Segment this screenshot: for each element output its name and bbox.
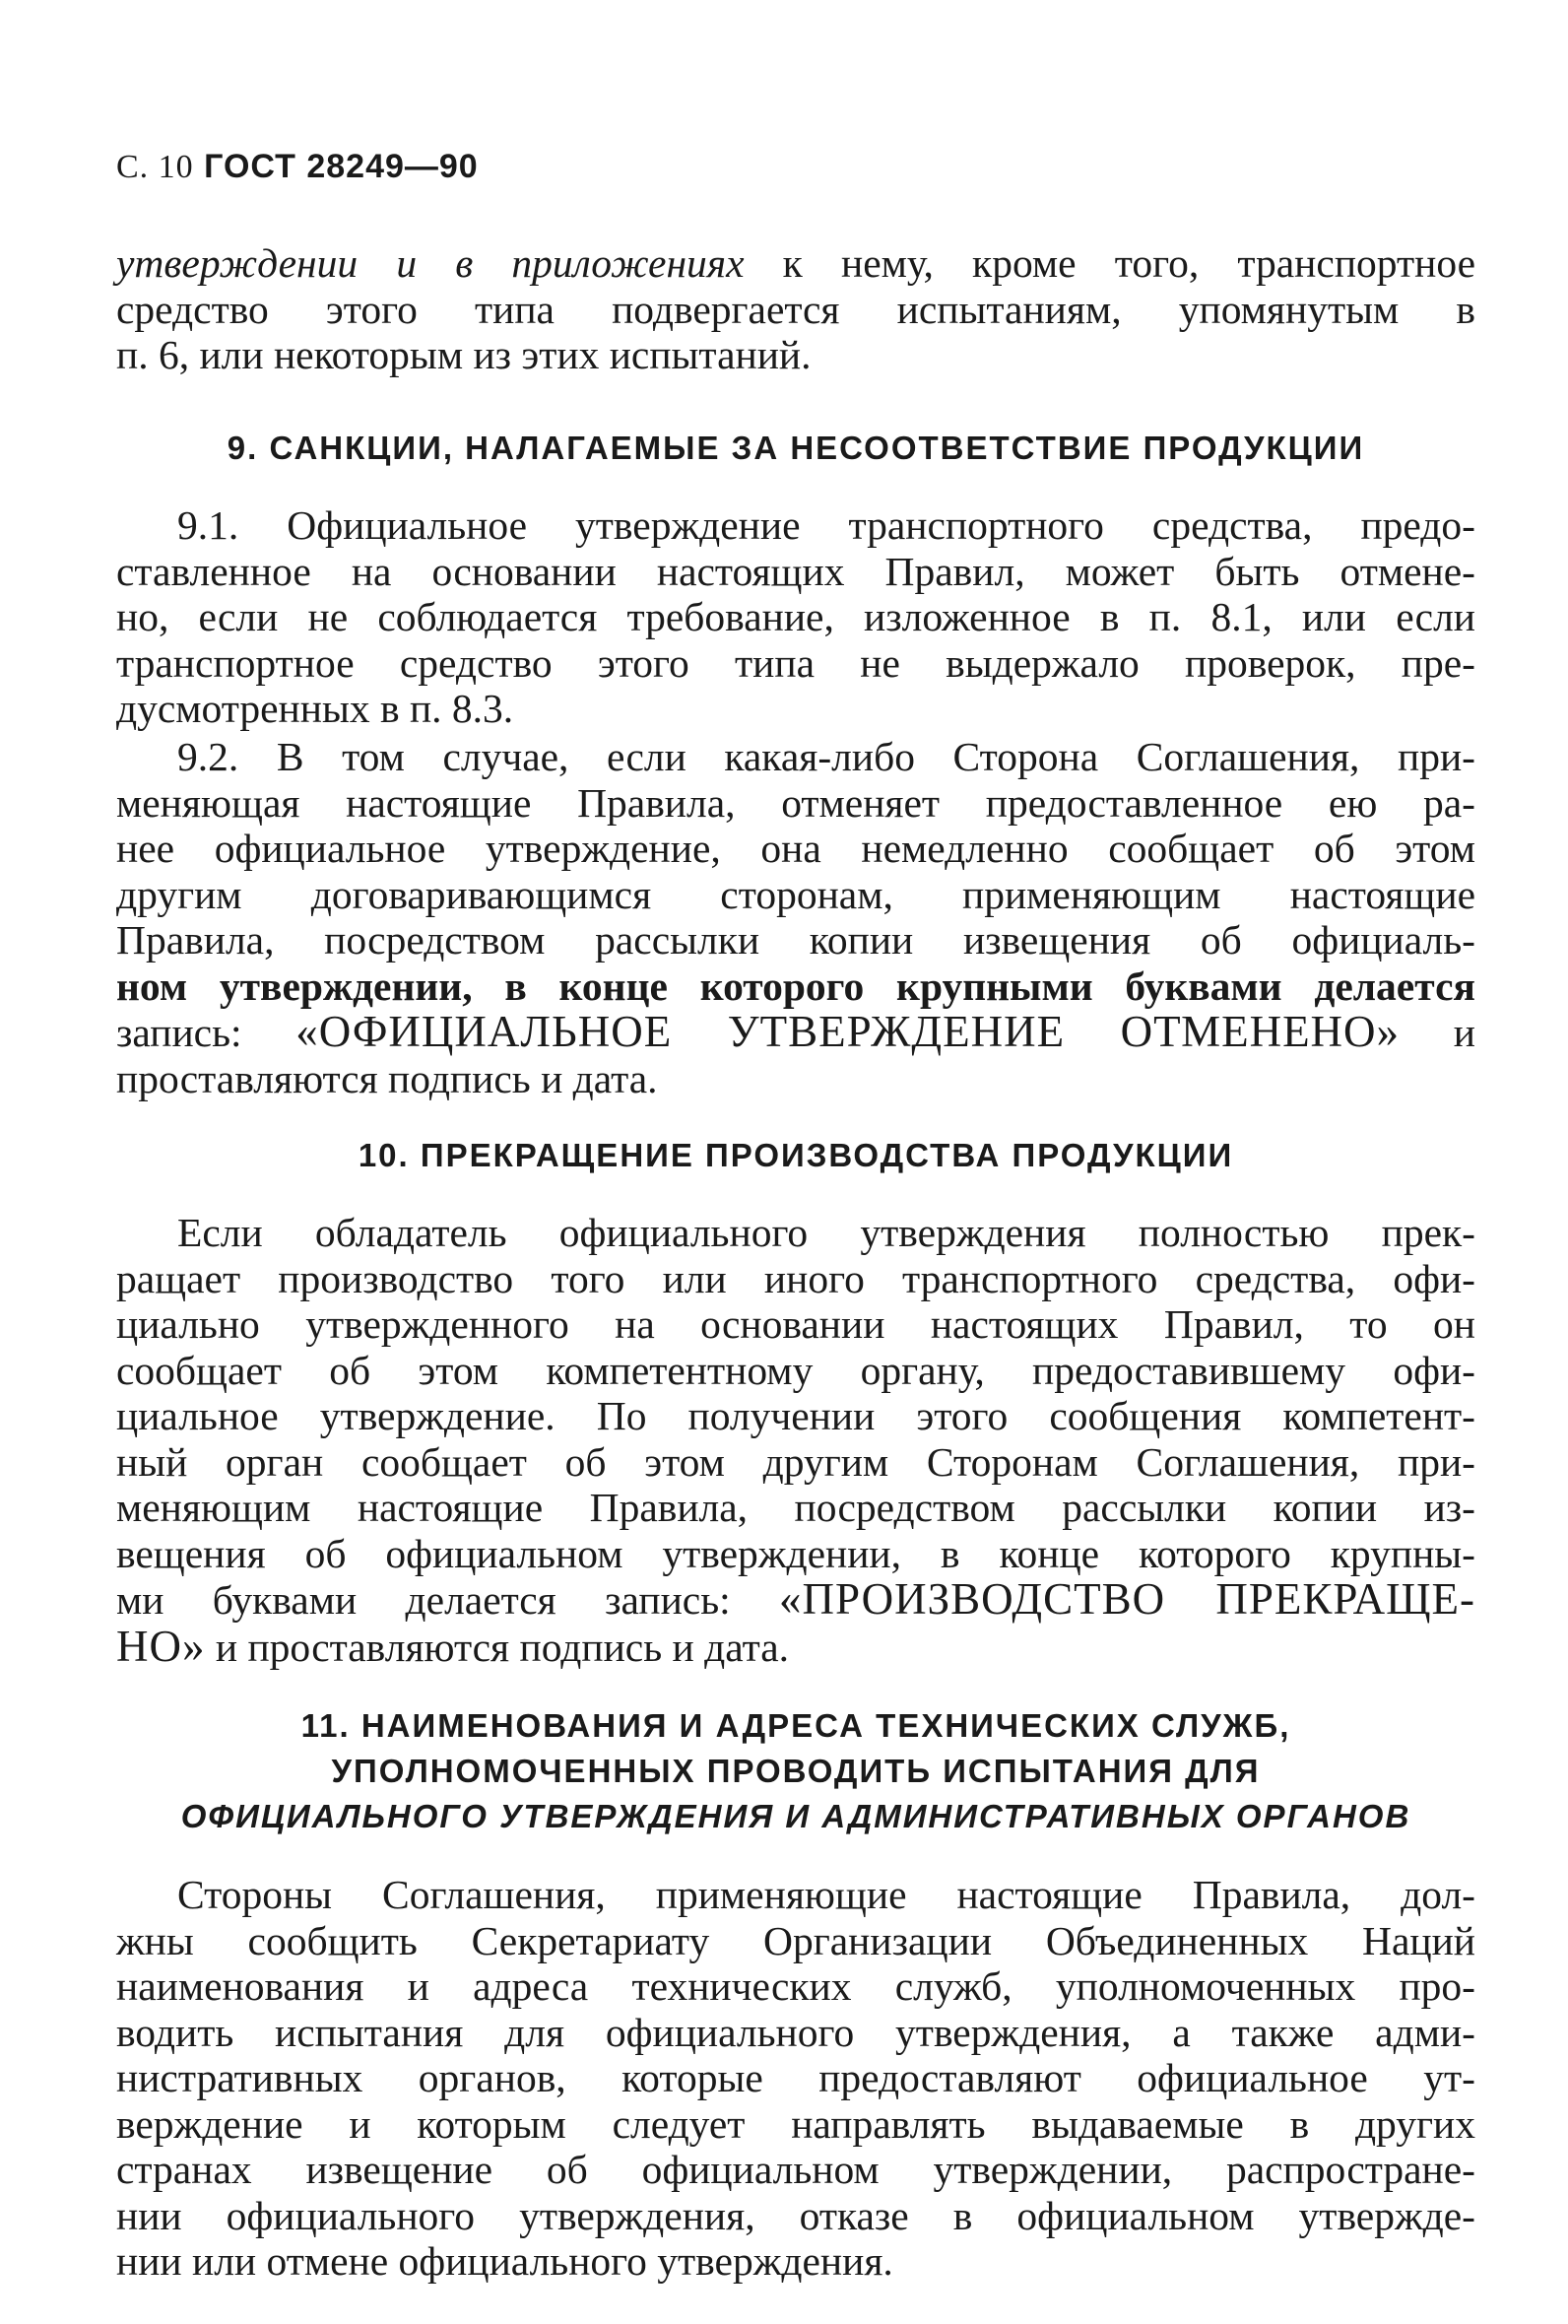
text-fragment: и <box>1453 1010 1475 1055</box>
caps-notice: «ОФИЦИАЛЬНОЕ УТВЕРЖДЕНИЕ ОТМЕНЕНО» <box>295 1007 1401 1056</box>
section-11-title-line: УПОЛНОМОЧЕННЫХ ПРОВОДИТЬ ИСПЫТАНИЯ ДЛЯ <box>331 1753 1261 1789</box>
text-line: меняющим настоящие Правила, посредством рассылки копии из- <box>116 1485 1475 1530</box>
text-line: другим договаривающимся сторонам, применяющим настоящие <box>116 871 1475 917</box>
text-line: нистративных органов, которые предоставляют официальное ут- <box>116 2055 1475 2100</box>
text-line: ный орган сообщает об этом другим Сторонам Соглашения, при- <box>116 1438 1475 1485</box>
text-line: Если обладатель официального утверждения полностью прек- <box>177 1210 1475 1255</box>
text-line: ном утверждении, в конце которого крупными буквами делается <box>116 963 1475 1009</box>
text-line: нии или отмене официального утверждения. <box>116 2238 893 2284</box>
text-line: ставленное на основании настоящих Правил, может быть отмене- <box>116 548 1475 594</box>
text-line: странах извещение об официальном утверждении, распростране- <box>116 2147 1475 2192</box>
text-line: циально утвержденного на основании настоящих Правил, то он <box>116 1301 1475 1347</box>
text-line: сообщает об этом компетентному органу, предоставившему офи- <box>116 1347 1475 1393</box>
text-line: жны сообщить Секретариату Организации Объединенных Наций <box>116 1917 1475 1963</box>
paragraph-11 <box>116 1872 1475 2285</box>
text-line: циальное утверждение. По получении этого сообщения компетент- <box>116 1393 1475 1438</box>
section-11-title-line: ОФИЦИАЛЬНОГО УТВЕРЖДЕНИЯ И АДМИНИСТРАТИВНЫХ ОРГАНОВ <box>180 1798 1411 1834</box>
text-fragment: ми буквами делается запись: <box>116 1577 731 1623</box>
italic-text: утверждении и в приложениях <box>116 240 745 286</box>
text-line: дусмотренных в п. 8.3. <box>116 686 514 731</box>
paragraph-9-1 <box>116 502 1475 732</box>
text-line: меняющая настоящие Правила, отменяет предоставленное ею ра- <box>116 779 1475 826</box>
text-line: 9.2. В том случае, если какая-либо Сторона Соглашения, при- <box>177 734 1475 779</box>
text-fragment: и проставляются подпись и дата. <box>205 1624 790 1670</box>
paragraph-10 <box>116 1210 1475 1670</box>
text-line: водить испытания для официального утверждения, а также адми- <box>116 2009 1475 2055</box>
page-header <box>116 148 479 186</box>
intro-paragraph <box>116 240 1475 378</box>
text-line: ращает производство того или иного транспортного средства, офи- <box>116 1255 1475 1301</box>
text-line: п. 6, или некоторым из этих испытаний. <box>116 332 812 377</box>
text-line <box>116 1009 1475 1056</box>
text-line: наименования и адреса технических служб, уполномоченных про- <box>116 1963 1475 2009</box>
section-10-title: 10. ПРЕКРАЩЕНИЕ ПРОИЗВОДСТВА ПРОДУКЦИИ <box>358 1137 1234 1173</box>
text-line: Правила, посредством рассылки копии извещения об официаль- <box>116 917 1475 963</box>
text-fragment: к нему, кроме того, транспортное <box>744 240 1475 286</box>
text-line <box>116 1621 1475 1671</box>
page-number: С. 10 <box>116 149 194 185</box>
text-line <box>116 240 1475 287</box>
section-11-title-line: 11. НАИМЕНОВАНИЯ И АДРЕСА ТЕХНИЧЕСКИХ СЛУЖБ, <box>300 1707 1291 1744</box>
text-fragment: запись: <box>116 1010 242 1055</box>
text-line: верждение и которым следует направлять выдаваемые в других <box>116 2100 1475 2147</box>
text-line: проставляются подпись и дата. <box>116 1055 658 1101</box>
paragraph-9-2 <box>116 734 1475 1101</box>
caps-notice: НО» <box>116 1621 206 1671</box>
text-line: вещения об официальном утверждении, в конце которого крупны- <box>116 1530 1475 1576</box>
text-line <box>116 1576 1475 1624</box>
text-line: нее официальное утверждение, она немедленно сообщает об этом <box>116 826 1475 871</box>
text-line: Стороны Соглашения, применяющие настоящие Правила, дол- <box>177 1872 1475 1917</box>
text-line: нии официального утверждения, отказе в официальном утвержде- <box>116 2192 1475 2238</box>
document-code: ГОСТ 28249—90 <box>204 148 479 185</box>
text-line: транспортное средство этого типа не выдержало проверок, пре- <box>116 639 1475 686</box>
caps-notice: «ПРОИЗВОДСТВО ПРЕКРАЩЕ- <box>779 1574 1475 1624</box>
text-line: 9.1. Официальное утверждение транспортного средства, предо- <box>177 502 1475 548</box>
text-line: средство этого типа подвергается испытаниям, упомянутым в <box>116 286 1475 332</box>
text-line: но, если не соблюдается требование, изложенное в п. 8.1, или если <box>116 594 1475 639</box>
section-9-title: 9. САНКЦИИ, НАЛАГАЕМЫЕ ЗА НЕСООТВЕТСТВИЕ ПРОДУКЦИИ <box>227 430 1365 466</box>
section-11-title <box>116 1703 1475 1839</box>
